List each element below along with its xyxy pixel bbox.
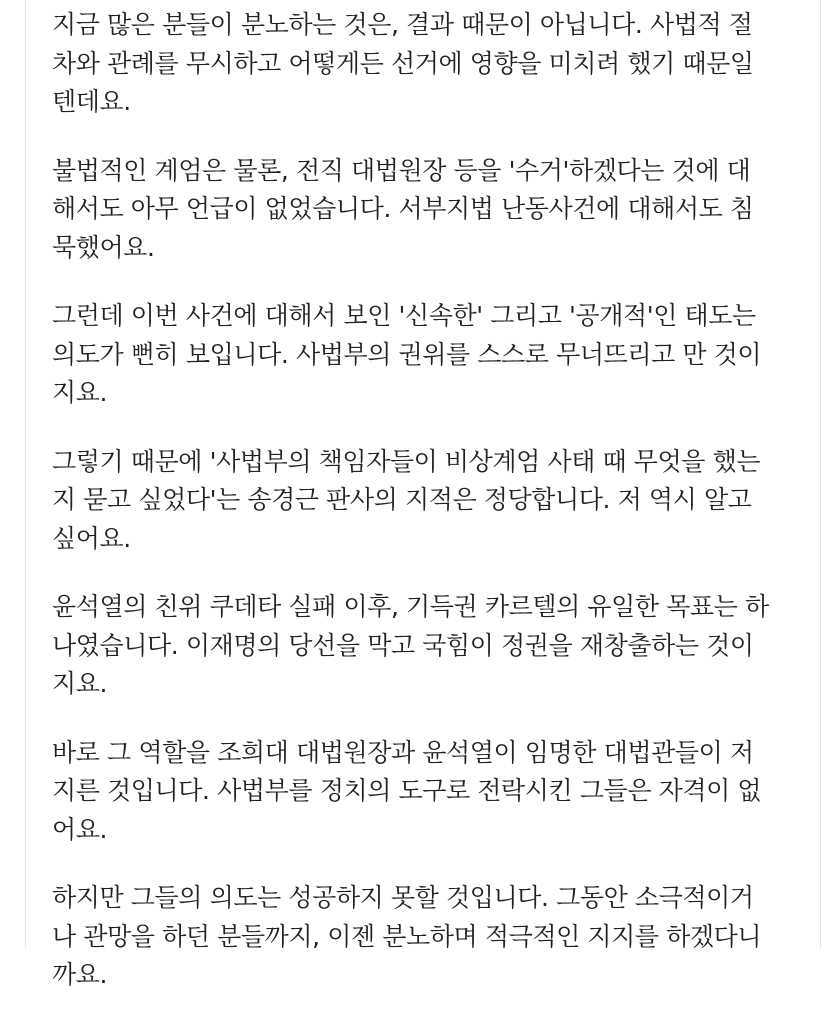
text-line: 윤석열의 친위 쿠데타 실패 이후, 기득권 카르텔의 유일한 목표는 하 — [52, 592, 769, 621]
paragraph-6 — [52, 734, 792, 850]
paragraph-5 — [52, 588, 792, 704]
text-line: 지요. — [52, 378, 108, 407]
text-line: 지요. — [52, 669, 108, 698]
text-line: 나였습니다. 이재명의 당선을 막고 국힘이 정권을 재창출하는 것이 — [52, 630, 754, 660]
text-line: 그렇기 때문에 '사법부의 책임자들이 비상계엄 사태 때 무엇을 했는 — [52, 446, 761, 476]
left-border-divider — [25, 0, 26, 948]
text-line: 지금 많은 분들이 분노하는 것은, 결과 때문이 아닙니다. 사법적 절 — [52, 10, 753, 39]
text-line: 지 묻고 싶었다'는 송경근 판사의 지적은 정당합니다. 저 역시 알고 — [52, 485, 752, 514]
article-body — [52, 6, 792, 1025]
paragraph-2 — [52, 152, 792, 268]
text-line: 의도가 뻔히 보입니다. 사법부의 권위를 스스로 무너뜨리고 만 것이 — [52, 339, 762, 369]
right-border-divider — [820, 0, 821, 948]
paragraph-1 — [52, 6, 792, 122]
paragraph-3 — [52, 297, 792, 413]
text-line: 싶어요. — [52, 523, 131, 553]
text-line: 묵했어요. — [52, 232, 155, 262]
text-line: 해서도 아무 언급이 없었습니다. 서부지법 난동사건에 대해서도 침 — [52, 194, 754, 223]
text-line: 차와 관례를 무시하고 어떻게든 선거에 영향을 미치려 했기 때문일 — [52, 48, 754, 78]
text-line: 지른 것입니다. 사법부를 정치의 도구로 전락시킨 그들은 자격이 없 — [52, 776, 762, 805]
text-line: 하지만 그들의 의도는 성공하지 못할 것입니다. 그동안 소극적이거 — [52, 883, 754, 912]
text-line: 불법적인 계엄은 물론, 전직 대법원장 등을 '수거'하겠다는 것에 대 — [52, 155, 751, 185]
paragraph-7 — [52, 879, 792, 995]
text-line: 나 관망을 하던 분들까지, 이젠 분노하며 적극적인 지지를 하겠다니 — [52, 921, 762, 951]
text-line: 까요. — [52, 960, 108, 989]
text-line: 어요. — [52, 814, 108, 844]
text-line: 그런데 이번 사건에 대해서 보인 '신속한' 그리고 '공개적'인 태도는 — [52, 301, 756, 330]
text-line: 바로 그 역할을 조희대 대법원장과 윤석열이 임명한 대법관들이 저 — [52, 737, 754, 767]
text-line: 텐데요. — [52, 87, 131, 116]
paragraph-4 — [52, 443, 792, 559]
